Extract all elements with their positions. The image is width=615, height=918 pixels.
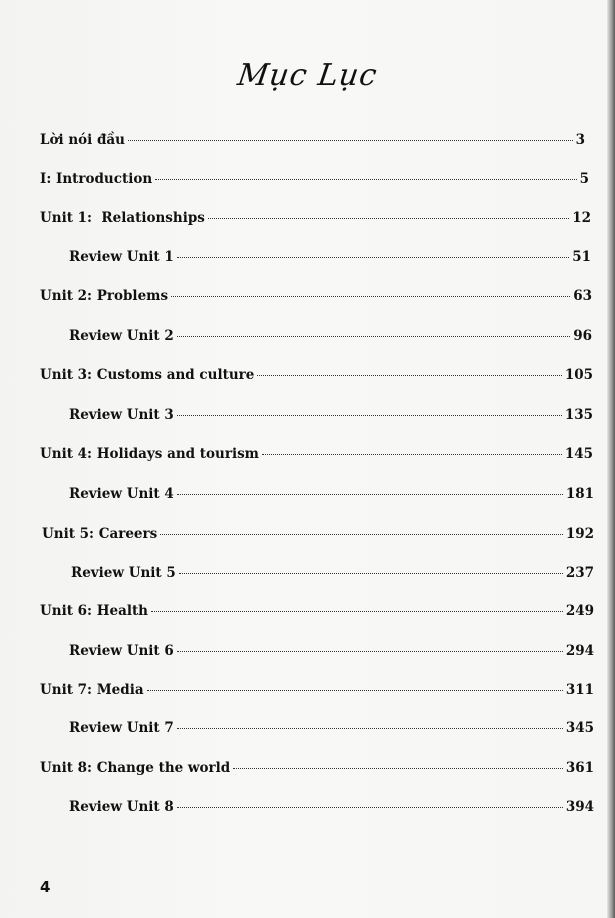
dot-leader (257, 375, 561, 376)
toc-entry-label: Review Unit 8 (69, 799, 174, 815)
toc-entry-label: I: Introduction (40, 171, 153, 187)
toc-entry-label: Unit 7: Media (40, 682, 144, 698)
dot-leader (151, 611, 563, 612)
toc-entry (42, 526, 594, 542)
toc-entry-page: 181 (565, 486, 594, 502)
toc-entry-page: 5 (579, 171, 589, 187)
toc-entry (69, 486, 594, 502)
dot-leader (147, 690, 563, 691)
toc-entry-label: Review Unit 2 (69, 328, 174, 344)
toc-entry-label: Review Unit 6 (69, 643, 174, 659)
toc-entry-page: 249 (565, 603, 594, 619)
toc-entry (40, 288, 592, 304)
toc-entry-page: 294 (565, 643, 594, 659)
toc-entry-page: 135 (564, 407, 593, 423)
toc-entry-label: Review Unit 7 (69, 720, 174, 736)
toc-entry-page: 361 (565, 760, 594, 776)
toc-entry (40, 603, 594, 619)
toc-entry (40, 367, 593, 383)
dot-leader (233, 768, 563, 769)
dot-leader (177, 651, 563, 652)
toc-entry (69, 328, 592, 344)
toc-entry-page: 12 (572, 210, 591, 226)
toc-entry (40, 132, 585, 148)
toc-entry-label: Review Unit 1 (69, 249, 174, 265)
toc-entry-page: 311 (565, 682, 594, 698)
dot-leader (128, 140, 573, 141)
page-title: Mục Lục (235, 58, 380, 93)
toc-entry (40, 682, 594, 698)
toc-entry-label: Unit 1: Relationships (40, 210, 205, 226)
toc-entry-label: Unit 4: Holidays and tourism (40, 446, 259, 462)
dot-leader (177, 807, 563, 808)
toc-entry-label: Lời nói đầu (40, 132, 125, 148)
dot-leader (179, 573, 563, 574)
toc-entry-page: 96 (573, 328, 592, 344)
dot-leader (155, 179, 576, 180)
toc-entry (69, 799, 594, 815)
toc-entry (40, 760, 594, 776)
toc-entry (40, 446, 593, 462)
dot-leader (262, 454, 562, 455)
toc-entry (40, 171, 589, 187)
toc-entry (71, 565, 594, 581)
dot-leader (177, 336, 570, 337)
toc-entry (40, 210, 591, 226)
dot-leader (208, 218, 569, 219)
dot-leader (177, 494, 563, 495)
toc-entry-page: 105 (564, 367, 593, 383)
page-number: 4 (40, 878, 51, 896)
toc-entry-page: 192 (565, 526, 594, 542)
toc-entry-page: 63 (573, 288, 592, 304)
dot-leader (171, 296, 570, 297)
dot-leader (177, 728, 563, 729)
toc-entry (69, 407, 593, 423)
toc-entry-page: 145 (564, 446, 593, 462)
toc-entry-label: Unit 2: Problems (40, 288, 169, 304)
toc-entry (69, 249, 591, 265)
toc-entry (69, 720, 594, 736)
dot-leader (177, 415, 562, 416)
dot-leader (177, 257, 569, 258)
toc-entry-page: 345 (565, 720, 594, 736)
toc-entry-label: Review Unit 5 (71, 565, 176, 581)
toc-entry-page: 394 (565, 799, 594, 815)
toc-entry-page: 3 (575, 132, 585, 148)
toc-entry-label: Unit 3: Customs and culture (40, 367, 255, 383)
toc-entry-label: Unit 6: Health (40, 603, 148, 619)
toc-entry-label: Review Unit 4 (69, 486, 174, 502)
toc-entry-page: 237 (565, 565, 594, 581)
toc-entry (69, 643, 594, 659)
toc-entry-label: Review Unit 3 (69, 407, 174, 423)
toc-entry-label: Unit 8: Change the world (40, 760, 231, 776)
dot-leader (160, 534, 563, 535)
toc-entry-page: 51 (572, 249, 591, 265)
toc-entry-label: Unit 5: Careers (42, 526, 158, 542)
